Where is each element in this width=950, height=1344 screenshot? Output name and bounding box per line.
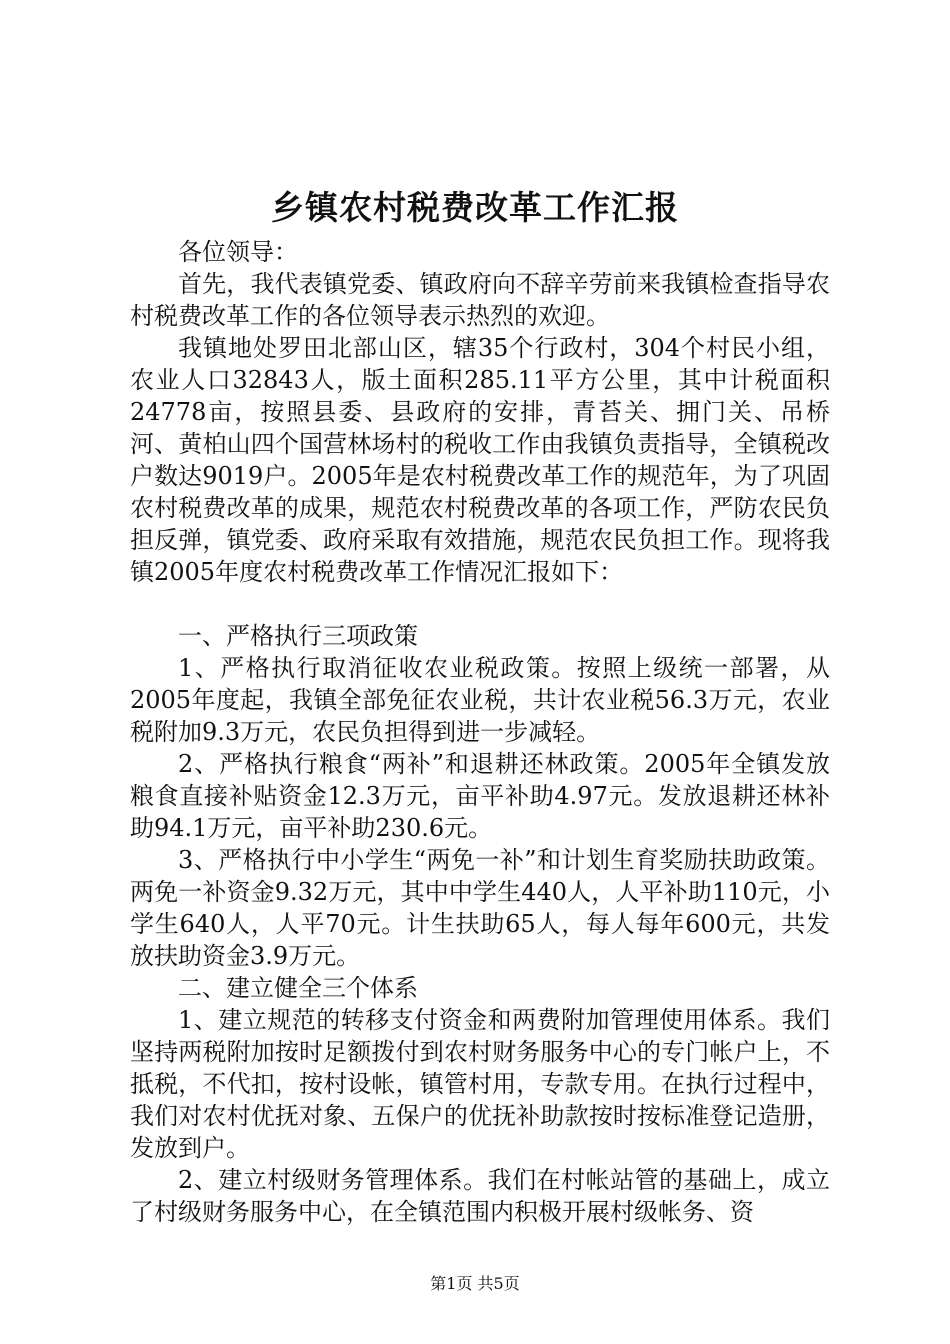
paragraph-2-1: 1、建立规范的转移支付资金和两费附加管理使用体系。我们坚持两税附加按时足额拨付到农村财务服务中心的专门帐户上，不抵税，不代扣，按村设帐，镇管村用，专款专用。在执行过程中，我们对农村优抚对象、五保户的优抚补助款按时按标准登记造册，发放到户。 bbox=[130, 1006, 830, 1162]
document-title: 乡镇农村税费改革工作汇报 bbox=[271, 188, 679, 227]
section-heading-1: 一、严格执行三项政策 bbox=[178, 622, 418, 650]
paragraph-1-2: 2、严格执行粮食“两补”和退耕还林政策。2005年全镇发放粮食直接补贴资金12.3万元，亩平补助4.97元。发放退耕还林补助94.1万元，亩平补助230.6元。 bbox=[130, 750, 830, 842]
document-body bbox=[130, 236, 830, 1228]
paragraph-overview: 我镇地处罗田北部山区，辖35个行政村，304个村民小组，农业人口32843人，版土面积285.11平方公里，其中计税面积24778亩，按照县委、县政府的安排，青苔关、拥门关、吊桥河、黄柏山四个国营林场村的税收工作由我镇负责指导，全镇税改户数达9019户。2005年是农村税费改革工作的规范年，为了巩固农村税费改革的成果，规范农村税费改革的各项工作，严防农民负担反弹，镇党委、政府采取有效措施，规范农民负担工作。现将我镇2005年度农村税费改革工作情况汇报如下： bbox=[130, 334, 830, 586]
paragraph-2-2: 2、建立村级财务管理体系。我们在村帐站管的基础上，成立了村级财务服务中心，在全镇范围内积极开展村级帐务、资 bbox=[130, 1166, 830, 1226]
page-number-footer: 第1页 共5页 bbox=[430, 1274, 520, 1293]
section-heading-2: 二、建立健全三个体系 bbox=[178, 974, 418, 1002]
paragraph-welcome: 首先，我代表镇党委、镇政府向不辞辛劳前来我镇检查指导农村税费改革工作的各位领导表示热烈的欢迎。 bbox=[130, 270, 830, 330]
greeting: 各位领导： bbox=[178, 238, 298, 266]
paragraph-1-1: 1、严格执行取消征收农业税政策。按照上级统一部署，从2005年度起，我镇全部免征农业税，共计农业税56.3万元，农业税附加9.3万元，农民负担得到进一步减轻。 bbox=[130, 654, 830, 746]
paragraph-1-3: 3、严格执行中小学生“两免一补”和计划生育奖励扶助政策。两免一补资金9.32万元，其中中学生440人，人平补助110元，小学生640人，人平70元。计生扶助65人，每人每年600元，共发放扶助资金3.9万元。 bbox=[130, 846, 830, 970]
